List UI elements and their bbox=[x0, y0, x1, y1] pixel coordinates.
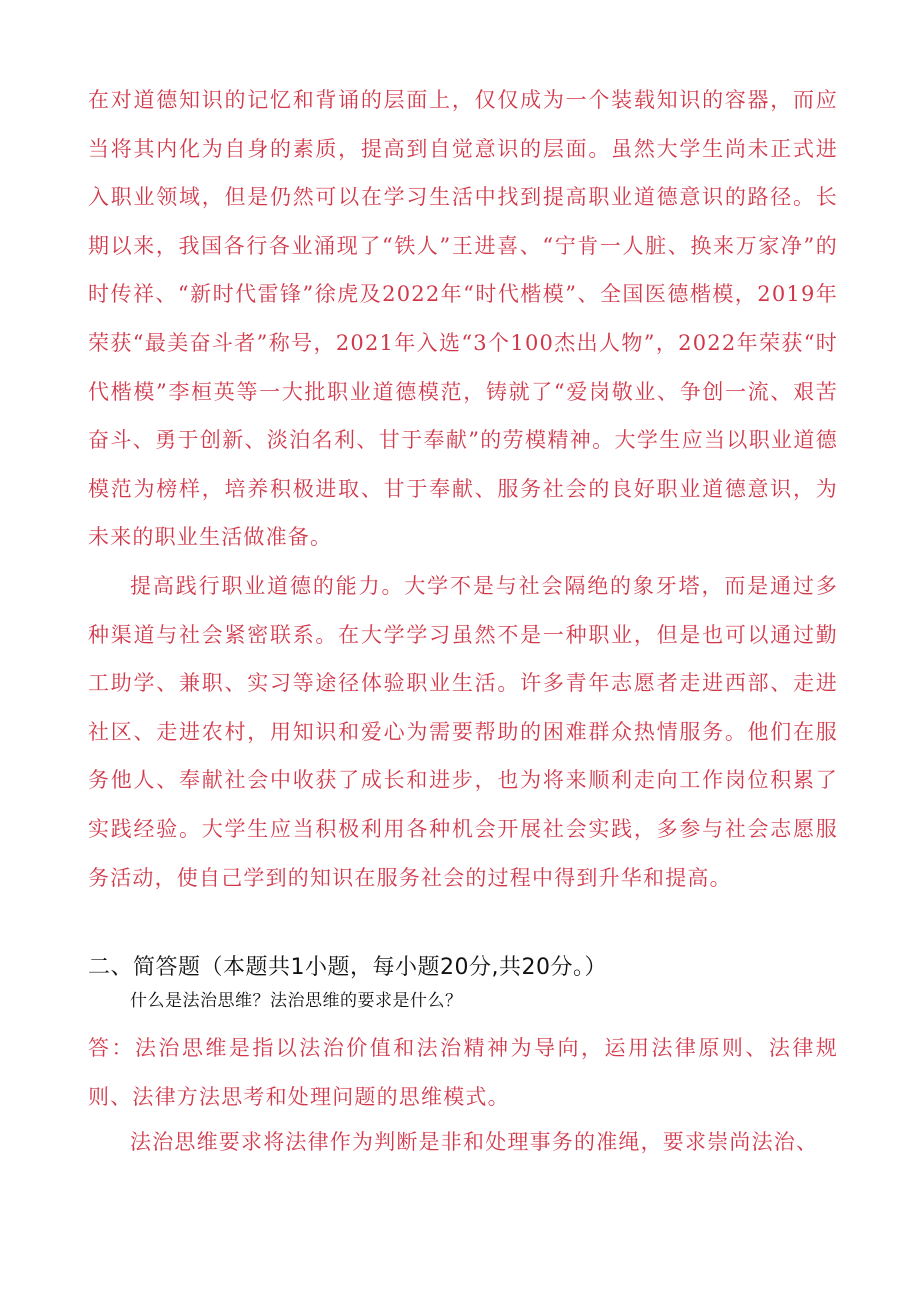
answer-paragraph-moral-awareness: 在对道德知识的记忆和背诵的层面上，仅仅成为一个装载知识的容器，而应当将其内化为自身的素质，提高到自觉意识的层面。虽然大学生尚未正式进入职业领域，但是仍然可以在学习生活中找到提高职业道德意识的路径。长期以来，我国各行各业涌现了“铁人”王进喜、“宁肯一人脏、换来万家净”的时传祥、“新时代雷锋”徐虎及2022年“时代楷模”、全国医德楷模，2019年荣获“最美奋斗者”称号，2021年入选“3个100杰出人物”，2022年荣获“时代楷模”李桓英等一大批职业道德模范，铸就了“爱岗敬业、争创一流、艰苦奋斗、勇于创新、淡泊名利、甘于奉献”的劳模精神。大学生应当以职业道德模范为榜样，培养积极进取、甘于奉献、服务社会的良好职业道德意识，为未来的职业生活做准备。 bbox=[88, 88, 838, 550]
answer-paragraph-practice-ability: 提高践行职业道德的能力。大学不是与社会隔绝的象牙塔，而是通过多种渠道与社会紧密联系。在大学学习虽然不是一种职业，但是也可以通过勤工助学、兼职、实习等途径体验职业生活。许多青年志愿者走进西部、走进社区、走进农村，用知识和爱心为需要帮助的困难群众热情服务。他们在服务他人、奉献社会中收获了成长和进步，也为将来顺利走向工作岗位积累了实践经验。大学生应当积极利用各种机会开展社会实践，多参与社会志愿服务活动，使自己学到的知识在服务社会的过程中得到升华和提高。 bbox=[88, 574, 838, 890]
answer-paragraph-requirements: 法治思维要求将法律作为判断是非和处理事务的准绳，要求崇尚法治、 bbox=[130, 1130, 819, 1154]
question-text: 什么是法治思维？法治思维的要求是什么？ bbox=[130, 991, 463, 1011]
answer-paragraph-definition: 答：法治思维是指以法治价值和法治精神为导向，运用法律原则、法律规则、法律方法思考和处理问题的思维模式。 bbox=[88, 1036, 838, 1109]
section-heading-short-answer: 二、简答题（本题共1小题，每小题20分,共20分。） bbox=[88, 955, 607, 980]
